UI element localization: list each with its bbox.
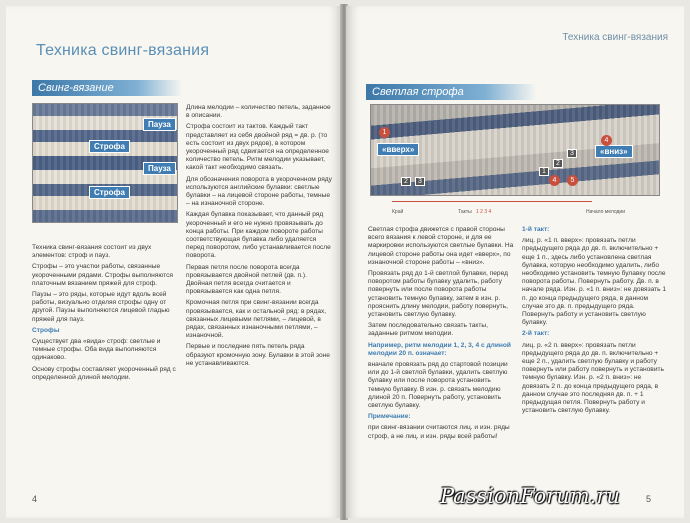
photo-tag-strophe-2: Строфа	[89, 186, 130, 199]
paragraph: Первая петля после поворота всегда провязывается двойной петлей (дв. п.). Двойная петля всегда считается и провязывается как одна петля.	[186, 263, 307, 296]
photo-number-circle: 5	[567, 175, 578, 186]
photo-number-circle: 1	[379, 127, 390, 138]
beat-1-heading: 1-й такт:	[522, 226, 550, 233]
paragraph: Для обозначения поворота в укороченном ряду используются английские булавки: светлые булавки – на лицевой стороне работы, темные – на изнаночной стороне.	[186, 175, 332, 208]
paragraph: лиц. р. «1 п. вверх»: провязать петли предыдущего ряда до дв. п. включительно + еще 1 п., здесь либо установлена светлая булавка, которую необходимо удалить, либо необходимо установить темную булавку после поворота работы. Повернуть работу. Дв. п. в начале ряда. Изн. р. «1 п. вниз»: не довязать 1 п. до конца предыдущего ряда, в данном случае это дв. п. предыдущего ряда. Повернуть работу и установить светлую булавку.	[522, 237, 667, 327]
left-column-1	[32, 244, 178, 385]
page-title: Техника свинг-вязания	[36, 42, 210, 59]
section-heading-swing: Свинг-вязание	[32, 80, 182, 96]
photo-number: 1	[539, 167, 549, 176]
page-number: 5	[646, 494, 652, 504]
paragraph: вначале провязать ряд до стартовой позиции или до 1-й светлой булавки, удалить светлую булавку или после поворота установить темную булавку. В изн. р. связать мелодию длиной 20 п. Повернуть работу, установить светлую булавку.	[368, 361, 508, 410]
melody-scale-line	[392, 201, 592, 202]
photo-number: 3	[567, 149, 577, 158]
photo-tag-strophe-1: Строфа	[89, 140, 130, 153]
swing-knitting-photo	[32, 103, 178, 223]
running-header: Техника свинг-вязания	[562, 32, 668, 43]
paragraph: Паузы – это ряды, которые идут вдоль всей работы, визуально отделяя строфы одну от другой. Паузы выполняются лицевой гладью пряжей для пауз.	[32, 291, 170, 323]
paragraph: при свинг-вязании считаются лиц. и изн. ряды строф, а не лиц. и изн. ряды всей работы!	[368, 424, 510, 440]
caption-beats-numbers: 1 2 3 4	[476, 209, 492, 215]
paragraph: Первые и последние пять петель ряда образуют кромочную зону. Булавки в этой зоне не устанавливаются.	[186, 343, 330, 367]
left-page	[6, 6, 342, 518]
paragraph: Затем последовательно связать такты, заданные ритмом мелодии.	[368, 322, 488, 338]
section-heading-light-strophe: Светлая строфа	[366, 84, 536, 100]
subheading-strophes: Строфы	[32, 326, 60, 334]
photo-tag-pause-2: Пауза	[143, 162, 176, 175]
photo-tag-pause-1: Пауза	[143, 118, 176, 131]
caption-beats: Такты	[458, 209, 472, 215]
paragraph: лиц. р. «2 п. вверх»: провязать петли предыдущего ряда до дв. п. включительно + еще 2 п., удалить светлую булавку и работу повернуть или работу повернуть и установить темную булавку. Изн. р. «2 п. вниз»: не довязать 2 п. до конца предыдущего ряда, в данном случае это последняя дв. п. + 1 предыдущая петля. Повернуть работу и установить светлую булавку.	[522, 341, 664, 415]
right-page	[346, 6, 684, 518]
photo-number: 2	[401, 177, 411, 186]
note-heading: Примечание:	[368, 413, 411, 421]
paragraph: Светлая строфа движется с правой стороны всего вязания к левой стороне, и для ее маркировки используются светлые булавки. На лицевой стороне работы она идет «вверх», по изнаночной стороне работы – «вниз».	[368, 226, 514, 266]
photo-number: 2	[553, 159, 563, 168]
light-strophe-photo	[370, 104, 660, 196]
watermark: PassionForum.ru	[440, 484, 620, 508]
beat-2-heading: 2-й такт:	[522, 330, 550, 338]
caption-melody-start: Начало мелодии	[586, 209, 626, 215]
right-column-1	[368, 226, 514, 444]
paragraph: Кромочная петля при свинг-вязании всегда провязывается, как и остальной ряд: в рядах, связанных лицевыми петлями, – лицевой, в рядах, связанных изнаночными петлями, – изнаночной.	[186, 299, 327, 340]
paragraph: Провязать ряд до 1-й светлой булавки, перед поворотом работы булавку удалить, работу повернуть или после поворота работы установить темную булавку, затем в изн. р. прояснить длину мелодии, работу повернуть, установить светлую булавку.	[368, 270, 508, 319]
page-number: 4	[32, 494, 38, 504]
paragraph: Существует два «вида» строф: светлые и темные строфы. Оба вида выполняются одинаково.	[32, 338, 161, 362]
paragraph: Длина мелодии – количество петель, заданное в описании.	[186, 104, 331, 120]
photo-tag-up: «вверх»	[377, 143, 419, 156]
right-column-2	[522, 226, 668, 418]
left-column-2	[186, 104, 332, 371]
photo-number: 3	[415, 177, 425, 186]
paragraph: Строфы – это участки работы, связанные укороченными рядами. Строфы выполняются платочным вязанием пряжей для строф.	[32, 263, 173, 287]
paragraph: Техника свинг-вязания состоит из двух элементов: строф и пауз.	[32, 244, 152, 260]
caption-edge: Край	[392, 209, 404, 215]
paragraph: Каждая булавка показывает, что данный ряд укороченный и его не нужно провязывать до конца работы. При каждом повороте работы соответствующая булавка либо удаляется перед поворотом, либо устанавливается после поворота.	[186, 211, 331, 260]
example-heading: Например, ритм мелодии 1, 2, 3, 4 с длиной мелодии 20 п. означает:	[368, 341, 511, 357]
paragraph: Основу строфы составляет укороченный ряд с определенной длиной мелодии.	[32, 365, 176, 381]
photo-number-circle: 4	[601, 135, 612, 146]
paragraph: Строфа состоит из тактов. Каждый такт представляет из себя двойной ряд = дв. р. (то есть состоит из двух рядов), в котором укороченный ряд сдвигается на определенное количество петель. Ритм мелодии указывает, какой такт необходимо связать.	[186, 123, 329, 172]
photo-number-circle: 4	[549, 175, 560, 186]
photo-tag-down: «вниз»	[595, 145, 633, 158]
